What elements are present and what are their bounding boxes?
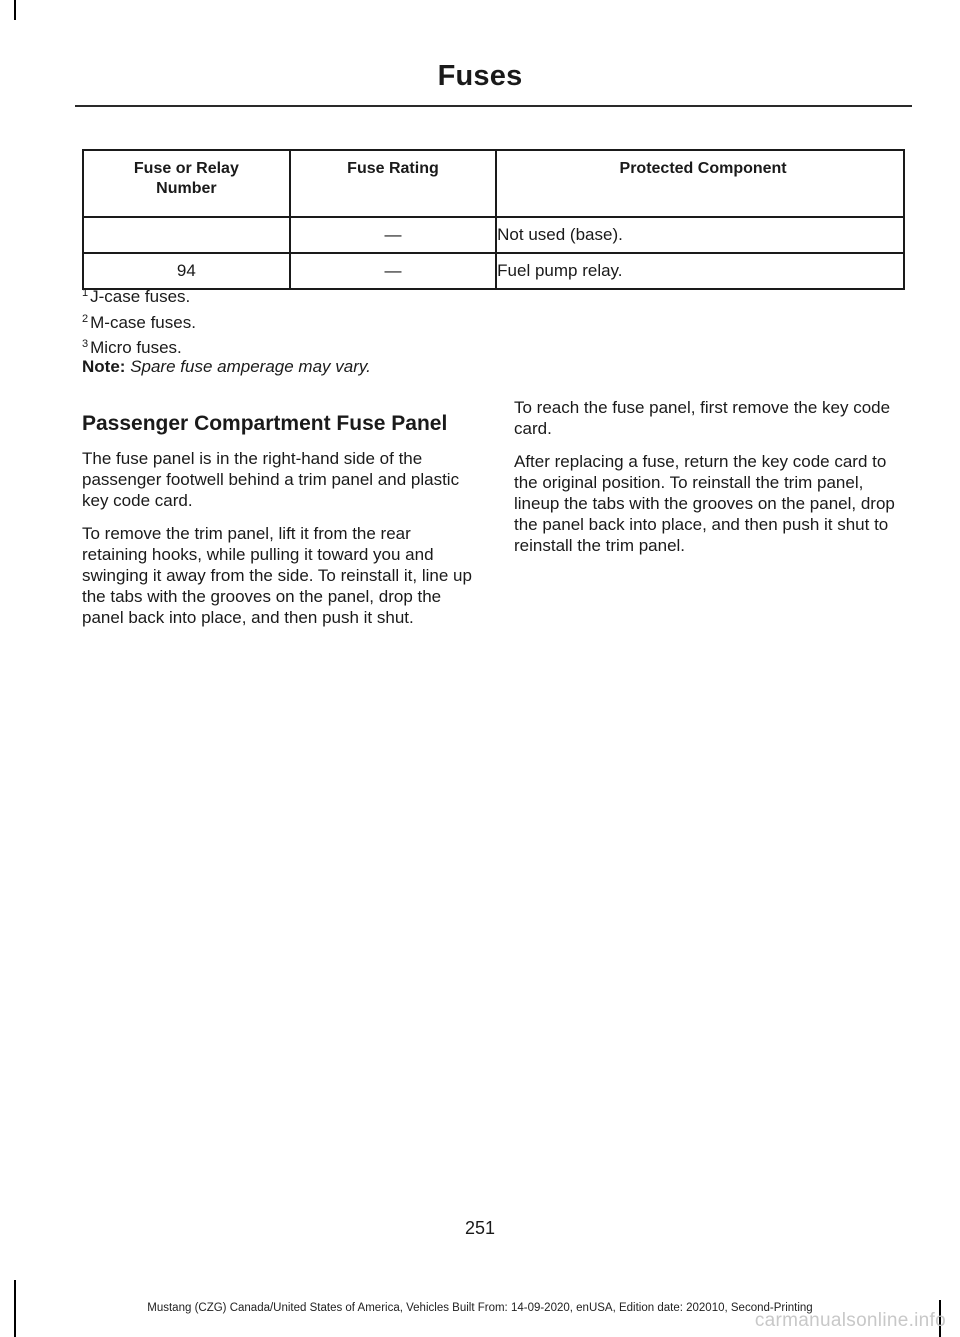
- protected-component-cell: Not used (base).: [496, 217, 904, 253]
- note-text: Spare fuse amperage may vary.: [130, 357, 371, 376]
- note: [82, 357, 371, 377]
- table-row: [83, 253, 904, 289]
- right-column: [514, 397, 909, 568]
- footnote-text: J-case fuses.: [90, 287, 191, 306]
- column-header-fuse-number: Fuse or Relay Number: [83, 150, 290, 217]
- header-divider: [75, 105, 912, 107]
- note-label: Note:: [82, 357, 126, 376]
- body-paragraph: To remove the trim panel, lift it from the rear retaining hooks, while pulling it toward you and swinging it away from the side. To reinstall it, line up the tabs with the grooves on the panel, drop the panel back into place, and then push it shut.: [82, 524, 472, 627]
- watermark: carmanualsonline.info: [754, 1310, 946, 1331]
- protected-component-cell: Fuel pump relay.: [496, 253, 904, 289]
- column-header-protected-component: Protected Component: [496, 150, 904, 217]
- footnote: [82, 310, 196, 336]
- table-row: [83, 217, 904, 253]
- section-heading: Passenger Compartment Fuse Panel: [82, 412, 448, 435]
- footnotes: [82, 284, 196, 361]
- page-number: 251: [464, 1218, 496, 1238]
- body-paragraph: The fuse panel is in the right-hand side of the passenger footwell behind a trim panel and plastic key code card.: [82, 449, 460, 510]
- fuse-rating-cell: —: [290, 253, 496, 289]
- footnote: [82, 284, 196, 310]
- table-header-row: [83, 150, 904, 217]
- fuse-number-cell: 94: [83, 253, 290, 289]
- fuse-number-cell: [83, 217, 290, 253]
- footnote-text: Micro fuses.: [90, 338, 182, 357]
- body-paragraph: After replacing a fuse, return the key code card to the original position. To reinstall the trim panel, lineup the tabs with the grooves on the panel, drop the panel back into place, and then push it shut to reinstall the trim panel.: [514, 452, 895, 555]
- footnote-text: M-case fuses.: [90, 312, 196, 332]
- fuse-table: [82, 149, 905, 290]
- body-paragraph: To reach the fuse panel, first remove the key code card.: [514, 398, 891, 438]
- fuse-rating-cell: —: [290, 217, 496, 253]
- crop-mark-top-left: [14, 0, 16, 20]
- footnote-mark: 3: [82, 338, 89, 350]
- footnote-mark: 1: [82, 287, 89, 299]
- footer-text: Mustang (CZG) Canada/United States of America, Vehicles Built From: 14-09-2020, enUSA, Edition date: 202010, Second-Printing: [147, 1302, 813, 1314]
- page-title: Fuses: [437, 60, 523, 92]
- column-header-fuse-rating: Fuse Rating: [290, 150, 496, 217]
- left-column: [82, 413, 478, 640]
- footnote-mark: 2: [82, 312, 89, 325]
